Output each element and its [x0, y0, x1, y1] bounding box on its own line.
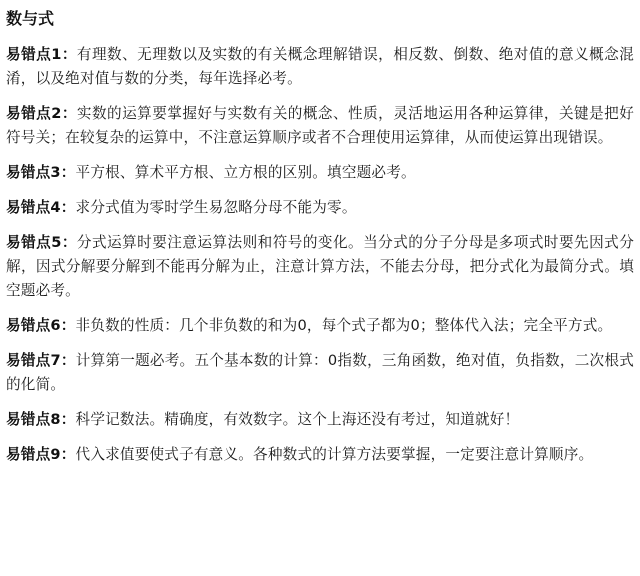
error-point-1 [6, 43, 634, 91]
error-point-label: 易错点8： [6, 411, 76, 428]
error-point-label: 易错点4： [6, 199, 76, 216]
error-point-text: 平方根、算术平方根、立方根的区别。填空题必考。 [75, 164, 416, 181]
error-point-text: 代入求值要使式子有意义。各种数式的计算方法要掌握，一定要注意计算顺序。 [75, 446, 594, 463]
error-point-label: 易错点2： [6, 105, 77, 122]
error-point-label: 易错点3： [6, 164, 76, 181]
error-point-9 [6, 443, 634, 467]
error-point-label: 易错点7： [6, 352, 76, 369]
error-point-2 [6, 102, 634, 150]
error-point-label: 易错点9： [6, 446, 76, 463]
error-point-label: 易错点5： [6, 234, 77, 251]
error-point-text: 有理数、无理数以及实数的有关概念理解错误，相反数、倒数、绝对值的意义概念混淆，以及绝对值与数的分类，每年选择必考。 [6, 46, 635, 87]
error-point-text: 实数的运算要掌握好与实数有关的概念、性质，灵活地运用各种运算律，关键是把好符号关；在较复杂的运算中，不注意运算顺序或者不合理使用运算律，从而使运算出现错误。 [6, 105, 635, 146]
error-point-8 [6, 408, 634, 432]
section-title: 数与式 [6, 9, 55, 28]
error-point-text: 求分式值为零时学生易忽略分母不能为零。 [75, 199, 357, 216]
error-point-text: 科学记数法。精确度，有效数字。这个上海还没有考过，知道就好！ [75, 411, 520, 428]
error-point-label: 易错点6： [6, 317, 76, 334]
error-point-text: 分式运算时要注意运算法则和符号的变化。当分式的分子分母是多项式时要先因式分解，因式分解要分解到不能再分解为止，注意计算方法，不能去分母，把分式化为最简分式。填空题必考。 [6, 234, 635, 299]
error-point-text: 非负数的性质：几个非负数的和为0，每个式子都为0；整体代入法；完全平方式。 [75, 317, 613, 334]
error-point-7 [6, 349, 634, 397]
error-point-label: 易错点1： [6, 46, 77, 63]
error-point-3 [6, 161, 634, 185]
error-point-6 [6, 314, 634, 338]
error-point-text: 计算第一题必考。五个基本数的计算：0指数，三角函数，绝对值，负指数，二次根式的化简。 [6, 352, 635, 393]
error-point-5 [6, 231, 634, 303]
error-point-4 [6, 196, 634, 220]
